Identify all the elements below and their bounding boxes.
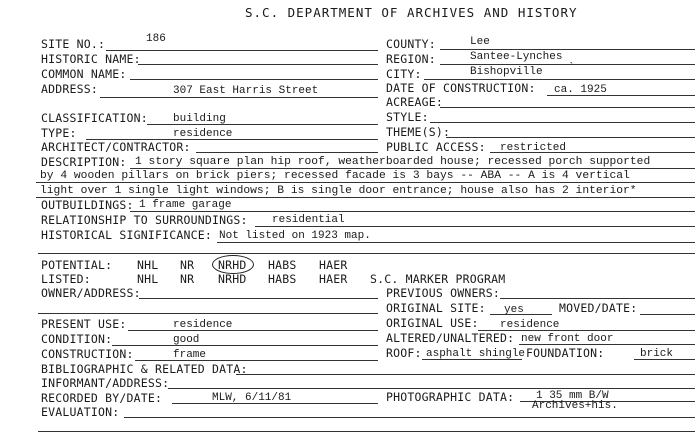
type-label: TYPE: [41, 126, 77, 140]
foundation-value: brick [640, 348, 674, 360]
address-label: ADDRESS: [41, 82, 98, 96]
listed-option-habs: HABS [268, 272, 297, 286]
sc-marker-program-label: S.C. MARKER PROGRAM [370, 272, 506, 286]
classification-line [147, 124, 378, 125]
photographic-data-value-1: 1 35 mm B/W [536, 390, 609, 402]
description-rule-1 [130, 168, 695, 169]
construction-label: CONSTRUCTION: [41, 347, 134, 361]
construction-value: frame [173, 349, 207, 361]
condition-line [112, 345, 378, 346]
original-site-line [490, 314, 552, 315]
classification-label: CLASSIFICATION: [41, 111, 148, 125]
description-rule-2 [36, 182, 695, 183]
city-value: Bishopville [470, 66, 543, 78]
recorded-by-label: RECORDED BY/DATE: [41, 391, 163, 405]
present-use-label: PRESENT USE: [41, 317, 127, 331]
construction-line [135, 360, 378, 361]
acreage-line [440, 107, 695, 108]
county-value: Lee [470, 36, 490, 48]
photographic-data-value-2: Archives+his. [532, 400, 618, 412]
foundation-line [634, 359, 695, 360]
original-use-label: ORIGINAL USE: [386, 316, 479, 330]
acreage-label: ACREAGE: [386, 95, 443, 109]
evaluation-label: EVALUATION: [41, 405, 120, 419]
relationship-label: RELATIONSHIP TO SURROUNDINGS: [41, 213, 248, 227]
form-title: S.C. DEPARTMENT OF ARCHIVES AND HISTORY [245, 5, 578, 20]
potential-label: POTENTIAL: [41, 258, 113, 272]
description-label: DESCRIPTION: [41, 155, 127, 169]
historic-name-label: HISTORIC NAME: [41, 52, 141, 66]
roof-value: asphalt shingle [426, 348, 526, 360]
listed-option-haer: HAER [319, 272, 348, 286]
previous-owners-line [500, 298, 695, 299]
altered-unaltered-line [519, 344, 695, 345]
recorded-by-value: MLW, 6/11/81 [212, 392, 292, 404]
potential-option-nr: NR [180, 258, 195, 272]
listed-option-nrhd: NRHD [218, 272, 247, 286]
county-line [440, 49, 695, 50]
owner-address-label: OWNER/ADDRESS: [41, 286, 141, 300]
listed-option-nhl: NHL [137, 272, 159, 286]
city-line [424, 79, 695, 80]
address-value: 307 East Harris Street [173, 85, 319, 97]
description-line-3: light over 1 single light windows; B is single door entrance; house also has 2 interior* [40, 185, 637, 197]
relationship-value: residential [272, 214, 345, 226]
altered-unaltered-label: ALTERED/UNALTERED: [386, 331, 515, 345]
historical-significance-value: Not listed on 1923 map. [219, 230, 371, 242]
architect-line [196, 152, 378, 153]
original-use-value: residence [500, 319, 560, 331]
potential-option-haer: HAER [319, 258, 348, 272]
historical-significance-label: HISTORICAL SIGNIFICANCE: [41, 228, 212, 242]
county-label: COUNTY: [386, 37, 436, 51]
description-line-1: 1 story square plan hip roof, weatherboarded house; recessed porch supported [135, 156, 651, 168]
region-value: Santee-Lynches [470, 51, 563, 63]
date-of-construction-label: DATE OF CONSTRUCTION: [386, 81, 536, 95]
roof-label: ROOF: [386, 346, 422, 360]
roof-line [422, 359, 522, 360]
photographic-data-label: PHOTOGRAPHIC DATA: [386, 390, 515, 404]
description-rule-3 [36, 197, 695, 198]
site-no-label: SITE NO.: [41, 37, 106, 51]
relationship-line [255, 226, 695, 227]
condition-label: CONDITION: [41, 332, 113, 346]
section-divider [38, 253, 695, 254]
foundation-label: FOUNDATION: [526, 346, 605, 360]
bibliographic-line [236, 374, 695, 375]
date-of-construction-line [547, 95, 695, 96]
historical-significance-line [217, 242, 695, 243]
potential-option-nrhd: NRHD [218, 258, 247, 272]
outbuildings-value: 1 frame garage [139, 199, 232, 211]
original-site-label: ORIGINAL SITE: [386, 301, 486, 315]
potential-option-habs: HABS [268, 258, 297, 272]
address-line [100, 97, 378, 98]
site-no-value: 186 [146, 33, 166, 45]
region-label: REGION: [386, 52, 436, 66]
present-use-value: residence [173, 319, 233, 331]
public-access-label: PUBLIC ACCESS: [386, 140, 486, 154]
historic-name-line [138, 64, 378, 65]
listed-option-nr: NR [180, 272, 195, 286]
condition-value: good [173, 334, 200, 346]
themes-line [446, 137, 695, 138]
moved-date-label: MOVED/DATE: [559, 301, 638, 315]
owner-address-line [139, 298, 378, 299]
outbuildings-line [130, 211, 695, 212]
outbuildings-label: OUTBUILDINGS: [41, 198, 134, 212]
recorded-by-line [172, 403, 378, 404]
city-mark: ` [568, 62, 575, 74]
informant-label: INFORMANT/ADDRESS: [41, 376, 170, 390]
common-name-label: COMMON NAME: [41, 67, 127, 81]
evaluation-line [124, 417, 695, 418]
potential-option-nhl: NHL [137, 258, 159, 272]
site-no-line [106, 50, 378, 51]
moved-date-line [640, 314, 695, 315]
type-value: residence [173, 128, 233, 140]
owner-address-line-2 [38, 313, 378, 314]
architect-label: ARCHITECT/CONTRACTOR: [41, 140, 191, 154]
previous-owners-label: PREVIOUS OWNERS: [386, 286, 500, 300]
classification-value: building [173, 113, 226, 125]
altered-unaltered-value: new front door [521, 333, 614, 345]
style-label: STYLE: [386, 110, 429, 124]
public-access-value: restricted [500, 142, 567, 154]
date-of-construction-value: ca. 1925 [554, 84, 607, 96]
public-access-line [490, 152, 695, 153]
present-use-line [128, 330, 378, 331]
listed-label: LISTED: [41, 272, 91, 286]
informant-line [168, 388, 695, 389]
style-line [430, 122, 695, 123]
evaluation-line-2 [38, 431, 695, 432]
description-line-2: by 4 wooden pillars on brick piers; recessed facade is 3 bays -- ABA -- A is 4 vertical [40, 170, 630, 182]
bibliographic-label: BIBLIOGRAPHIC & RELATED DATA: [41, 362, 248, 376]
common-name-line [130, 79, 378, 80]
city-label: CITY: [386, 67, 422, 81]
original-site-value: yes [504, 304, 524, 316]
themes-label: THEME(S): [386, 125, 451, 139]
